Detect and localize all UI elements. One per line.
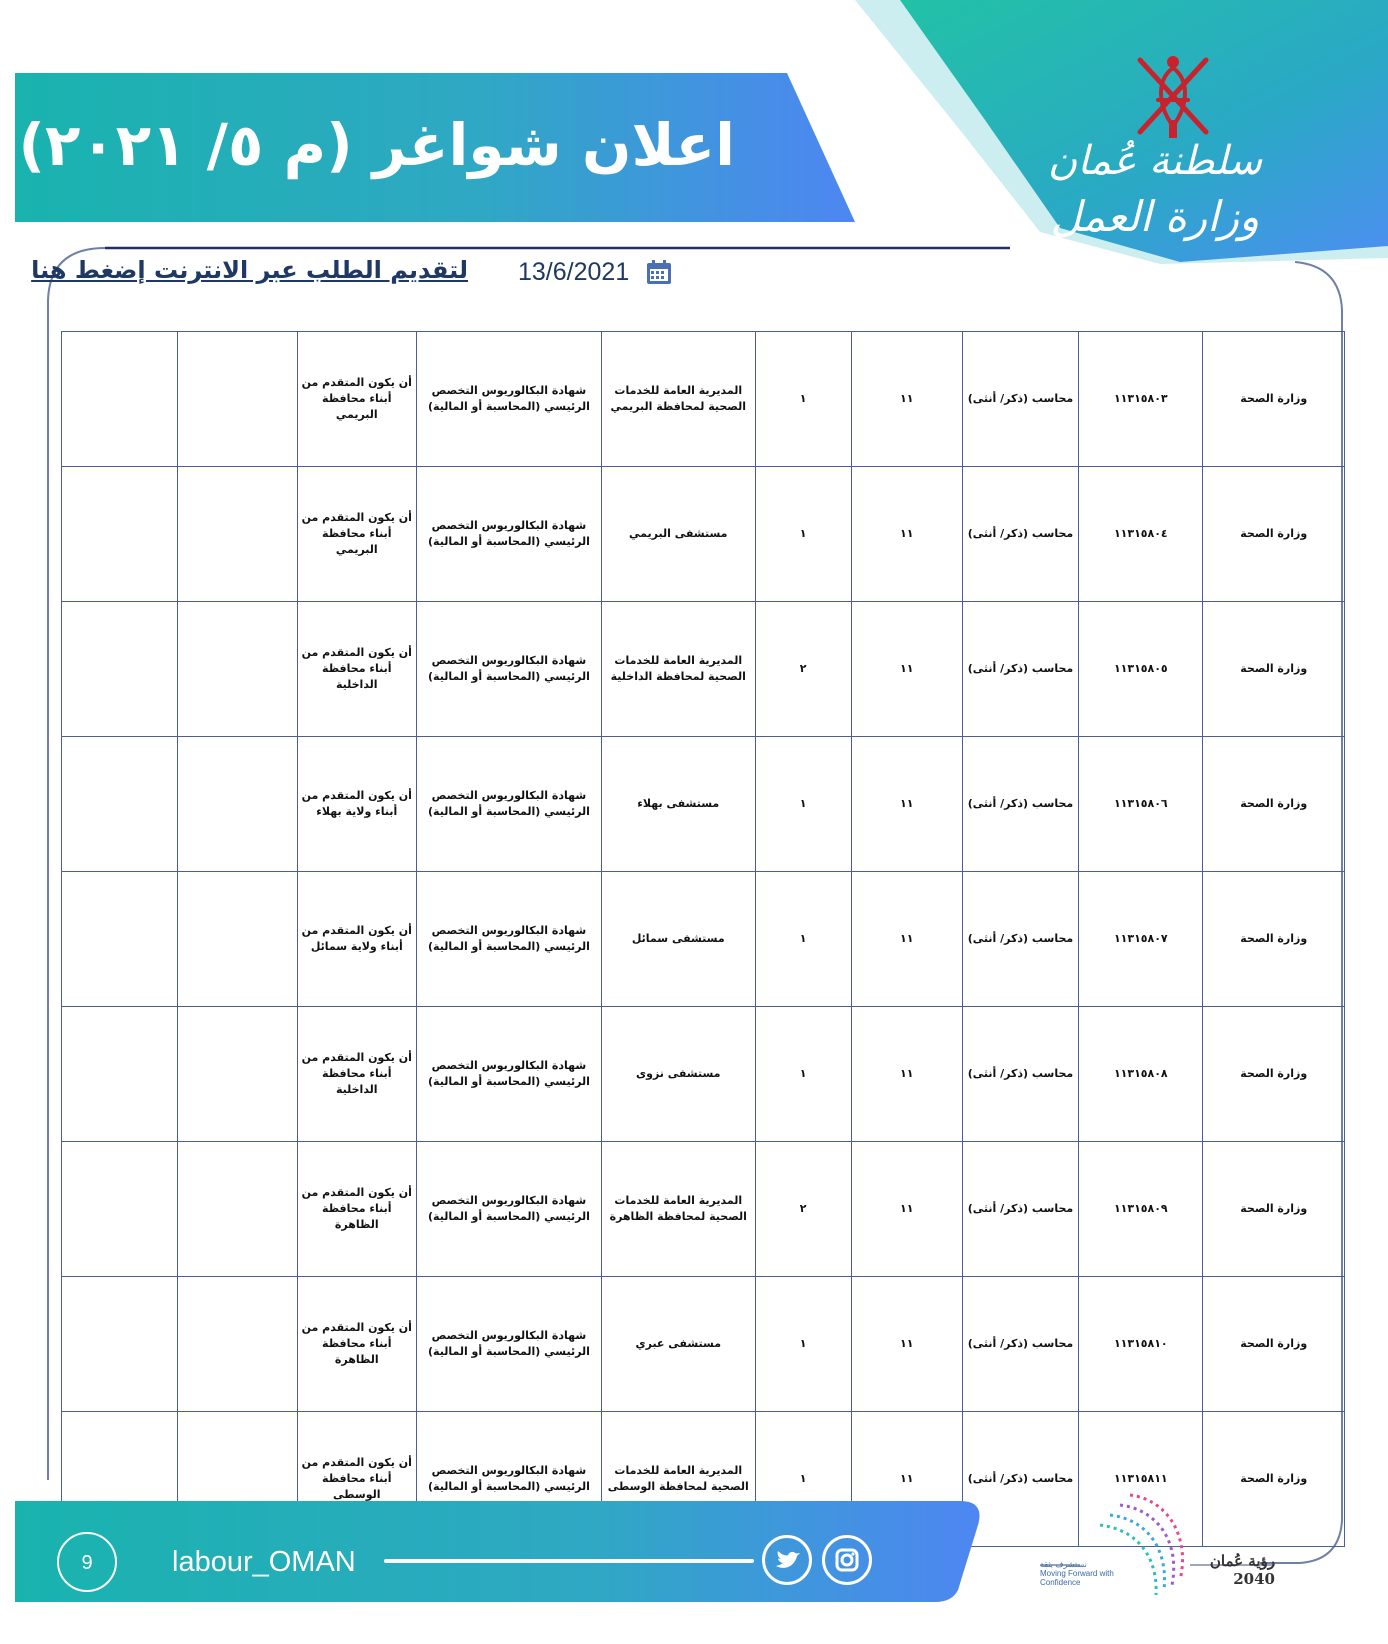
job-title-cell: محاسب (ذكر/ أنثى): [962, 1142, 1078, 1277]
condition-cell: أن يكون المتقدم من أبناء ولاية سمائل: [297, 872, 416, 1007]
count-cell: ١: [755, 737, 851, 872]
job-code-cell: ١١٣١٥٨٠٥: [1079, 602, 1203, 737]
condition-cell: أن يكون المتقدم من أبناء محافظة الوسطى: [297, 1412, 416, 1547]
job-code-cell: ١١٣١٥٨٠٩: [1079, 1142, 1203, 1277]
job-title-cell: محاسب (ذكر/ أنثى): [962, 1412, 1078, 1547]
job-title-cell: محاسب (ذكر/ أنثى): [962, 872, 1078, 1007]
table-row: [62, 737, 1345, 872]
empty-cell: [178, 1142, 297, 1277]
count-cell: ٢: [755, 1142, 851, 1277]
table-row: [62, 602, 1345, 737]
empty-cell: [178, 602, 297, 737]
job-code-cell: ١١٣١٥٨١٠: [1079, 1277, 1203, 1412]
work-unit-cell: المديرية العامة للخدمات الصحية لمحافظة الداخلية: [601, 602, 755, 737]
table-row: [62, 1142, 1345, 1277]
condition-cell: أن يكون المتقدم من أبناء محافظة البريمي: [297, 332, 416, 467]
job-title-cell: محاسب (ذكر/ أنثى): [962, 332, 1078, 467]
job-code-cell: ١١٣١٥٨٠٦: [1079, 737, 1203, 872]
count-cell: ١: [755, 1277, 851, 1412]
empty-cell: [178, 467, 297, 602]
qualification-cell: شهادة البكالوريوس التخصص الرئيسي (المحاسبة أو المالية): [416, 467, 601, 602]
qualification-cell: شهادة البكالوريوس التخصص الرئيسي (المحاسبة أو المالية): [416, 1142, 601, 1277]
qualification-cell: شهادة البكالوريوس التخصص الرئيسي (المحاسبة أو المالية): [416, 1277, 601, 1412]
work-unit-cell: مستشفى عبري: [601, 1277, 755, 1412]
empty-cell: [62, 737, 178, 872]
work-unit-cell: المديرية العامة للخدمات الصحية لمحافظة الوسطى: [601, 1412, 755, 1547]
job-code-cell: ١١٣١٥٨٠٤: [1079, 467, 1203, 602]
empty-cell: [178, 1277, 297, 1412]
condition-cell: أن يكون المتقدم من أبناء محافظة الظاهرة: [297, 1142, 416, 1277]
table-row: [62, 332, 1345, 467]
work-unit-cell: مستشفى سمائل: [601, 872, 755, 1007]
calendar-icon: [646, 259, 672, 285]
table-row: [62, 467, 1345, 602]
grade-cell: ١١: [851, 467, 962, 602]
social-handle[interactable]: labour_OMAN: [172, 1546, 356, 1578]
ministry-cell: وزارة الصحة: [1203, 1142, 1345, 1277]
grade-cell: ١١: [851, 737, 962, 872]
grade-cell: ١١: [851, 602, 962, 737]
job-code-cell: ١١٣١٥٨٠٨: [1079, 1007, 1203, 1142]
count-cell: ١: [755, 872, 851, 1007]
twitter-icon[interactable]: [762, 1535, 812, 1585]
logo-sultanate-text: سلطنة عُمان: [1047, 138, 1263, 184]
oman-emblem-icon: [1128, 48, 1218, 144]
table-row: [62, 1277, 1345, 1412]
count-cell: ١: [755, 1412, 851, 1547]
vision-caption-ar: نستشرف بثقة: [1040, 1560, 1087, 1569]
logo-ministry-text: وزارة العمل: [1050, 192, 1260, 241]
job-code-cell: ١١٣١٥٨٠٧: [1079, 872, 1203, 1007]
work-unit-cell: المديرية العامة للخدمات الصحية لمحافظة الظاهرة: [601, 1142, 755, 1277]
job-code-cell: ١١٣١٥٨٠٣: [1079, 332, 1203, 467]
job-code-cell: ١١٣١٥٨١١: [1079, 1412, 1203, 1547]
empty-cell: [62, 602, 178, 737]
grade-cell: ١١: [851, 332, 962, 467]
vision-caption-en: Moving Forward with Confidence: [1040, 1569, 1114, 1587]
announcement-date: 13/6/2021: [518, 258, 630, 286]
grade-cell: ١١: [851, 1277, 962, 1412]
ministry-cell: وزارة الصحة: [1203, 602, 1345, 737]
work-unit-cell: مستشفى بهلاء: [601, 737, 755, 872]
ministry-cell: وزارة الصحة: [1203, 737, 1345, 872]
qualification-cell: شهادة البكالوريوس التخصص الرئيسي (المحاسبة أو المالية): [416, 872, 601, 1007]
page-title: اعلان شواغر (م ٥/ ٢٠٢١): [18, 111, 735, 179]
empty-cell: [62, 467, 178, 602]
ministry-cell: وزارة الصحة: [1203, 332, 1345, 467]
qualification-cell: شهادة البكالوريوس التخصص الرئيسي (المحاسبة أو المالية): [416, 1007, 601, 1142]
footer-divider: [384, 1559, 754, 1563]
job-title-cell: محاسب (ذكر/ أنثى): [962, 1007, 1078, 1142]
job-title-cell: محاسب (ذكر/ أنثى): [962, 467, 1078, 602]
condition-cell: أن يكون المتقدم من أبناء محافظة البريمي: [297, 467, 416, 602]
grade-cell: ١١: [851, 1007, 962, 1142]
grade-cell: ١١: [851, 1142, 962, 1277]
empty-cell: [178, 737, 297, 872]
vacancies-table: [61, 331, 1345, 1547]
table-row: [62, 872, 1345, 1007]
oman-vision-2040-logo-icon: [1040, 1480, 1280, 1610]
empty-cell: [62, 1007, 178, 1142]
ministry-cell: وزارة الصحة: [1203, 1277, 1345, 1412]
work-unit-cell: مستشفى نزوى: [601, 1007, 755, 1142]
page-number: 9: [57, 1532, 117, 1592]
count-cell: ١: [755, 1007, 851, 1142]
condition-cell: أن يكون المتقدم من أبناء محافظة الداخلية: [297, 602, 416, 737]
ministry-cell: وزارة الصحة: [1203, 467, 1345, 602]
ministry-cell: وزارة الصحة: [1203, 872, 1345, 1007]
instagram-icon[interactable]: [822, 1535, 872, 1585]
job-title-cell: محاسب (ذكر/ أنثى): [962, 602, 1078, 737]
count-cell: ١: [755, 332, 851, 467]
empty-cell: [178, 332, 297, 467]
apply-online-link[interactable]: لتقديم الطلب عبر الانترنت إضغط هنا: [31, 256, 468, 284]
table-row: [62, 1007, 1345, 1142]
empty-cell: [62, 872, 178, 1007]
empty-cell: [62, 1142, 178, 1277]
count-cell: ٢: [755, 602, 851, 737]
qualification-cell: شهادة البكالوريوس التخصص الرئيسي (المحاسبة أو المالية): [416, 737, 601, 872]
grade-cell: ١١: [851, 872, 962, 1007]
vision-2040-brand: رؤية عُمان 2040: [1209, 1552, 1275, 1588]
grade-cell: ١١: [851, 1412, 962, 1547]
vision-caption: [1040, 1560, 1130, 1587]
empty-cell: [178, 872, 297, 1007]
job-title-cell: محاسب (ذكر/ أنثى): [962, 1277, 1078, 1412]
job-title-cell: محاسب (ذكر/ أنثى): [962, 737, 1078, 872]
condition-cell: أن يكون المتقدم من أبناء محافظة الظاهرة: [297, 1277, 416, 1412]
condition-cell: أن يكون المتقدم من أبناء محافظة الداخلية: [297, 1007, 416, 1142]
qualification-cell: شهادة البكالوريوس التخصص الرئيسي (المحاسبة أو المالية): [416, 1412, 601, 1547]
qualification-cell: شهادة البكالوريوس التخصص الرئيسي (المحاسبة أو المالية): [416, 602, 601, 737]
empty-cell: [178, 1007, 297, 1142]
qualification-cell: شهادة البكالوريوس التخصص الرئيسي (المحاسبة أو المالية): [416, 332, 601, 467]
work-unit-cell: مستشفى البريمي: [601, 467, 755, 602]
empty-cell: [62, 1277, 178, 1412]
count-cell: ١: [755, 467, 851, 602]
ministry-cell: وزارة الصحة: [1203, 1007, 1345, 1142]
empty-cell: [62, 332, 178, 467]
work-unit-cell: المديرية العامة للخدمات الصحية لمحافظة البريمي: [601, 332, 755, 467]
condition-cell: أن يكون المتقدم من أبناء ولاية بهلاء: [297, 737, 416, 872]
ministry-cell: وزارة الصحة: [1203, 1412, 1345, 1547]
